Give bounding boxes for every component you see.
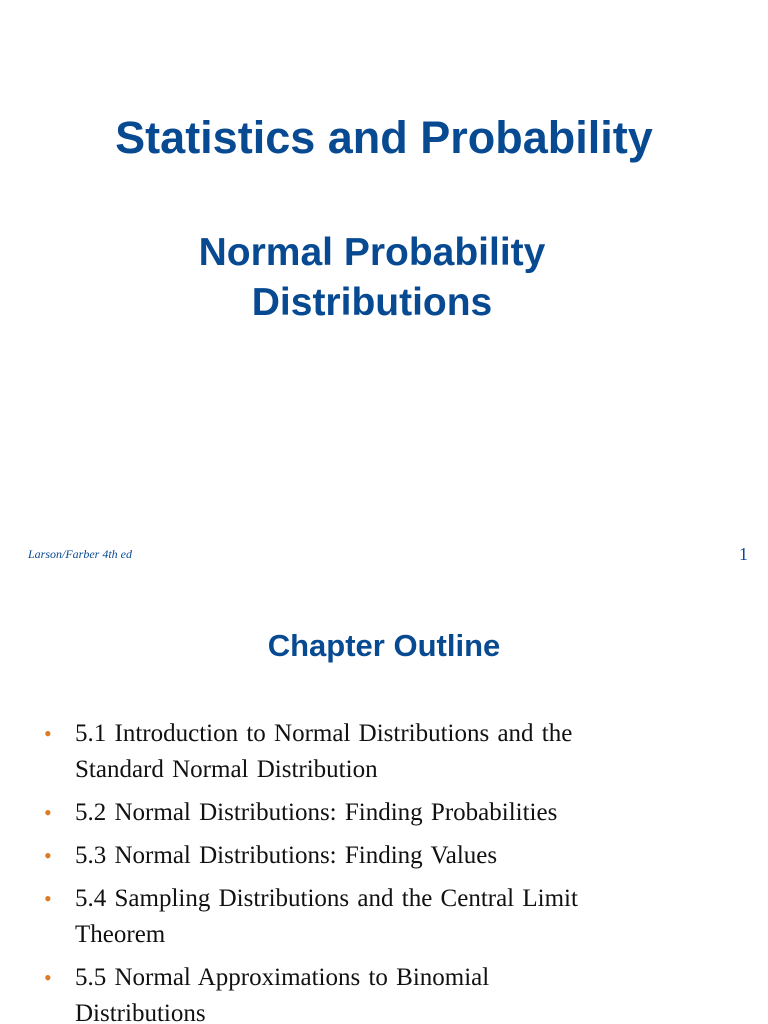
list-item-line-1: 5.4 Sampling Distributions and the Central Limit	[75, 885, 578, 912]
list-item-line-2: Theorem	[75, 921, 166, 948]
list-item-line-1: 5.3 Normal Distributions: Finding Values	[75, 842, 498, 869]
subtitle-line-2: Distributions	[251, 281, 493, 324]
page-number: 1	[739, 544, 748, 564]
bullet-icon: •	[44, 721, 52, 746]
bullet-icon: •	[44, 965, 52, 990]
list-item-line-2: Standard Normal Distribution	[75, 756, 378, 783]
list-item	[44, 881, 704, 953]
list-item-line-1: 5.2 Normal Distributions: Finding Probabilities	[75, 799, 558, 826]
outline-list	[44, 716, 704, 1024]
list-item-line-2: Distributions	[75, 1000, 206, 1024]
main-title: Statistics and Probability	[115, 112, 653, 163]
list-item	[44, 838, 704, 874]
footer-credit: Larson/Farber 4th ed	[28, 547, 133, 561]
subtitle	[128, 228, 616, 328]
list-item	[44, 795, 704, 831]
outline-title: Chapter Outline	[267, 628, 501, 663]
bullet-icon: •	[44, 886, 52, 911]
list-item-line-1: 5.1 Introduction to Normal Distributions and the	[75, 720, 573, 747]
list-item	[44, 960, 704, 1024]
bullet-icon: •	[44, 800, 52, 825]
list-item	[44, 716, 704, 788]
list-item-line-1: 5.5 Normal Approximations to Binomial	[75, 964, 490, 991]
subtitle-line-1: Normal Probability	[198, 231, 546, 274]
bullet-icon: •	[44, 843, 52, 868]
